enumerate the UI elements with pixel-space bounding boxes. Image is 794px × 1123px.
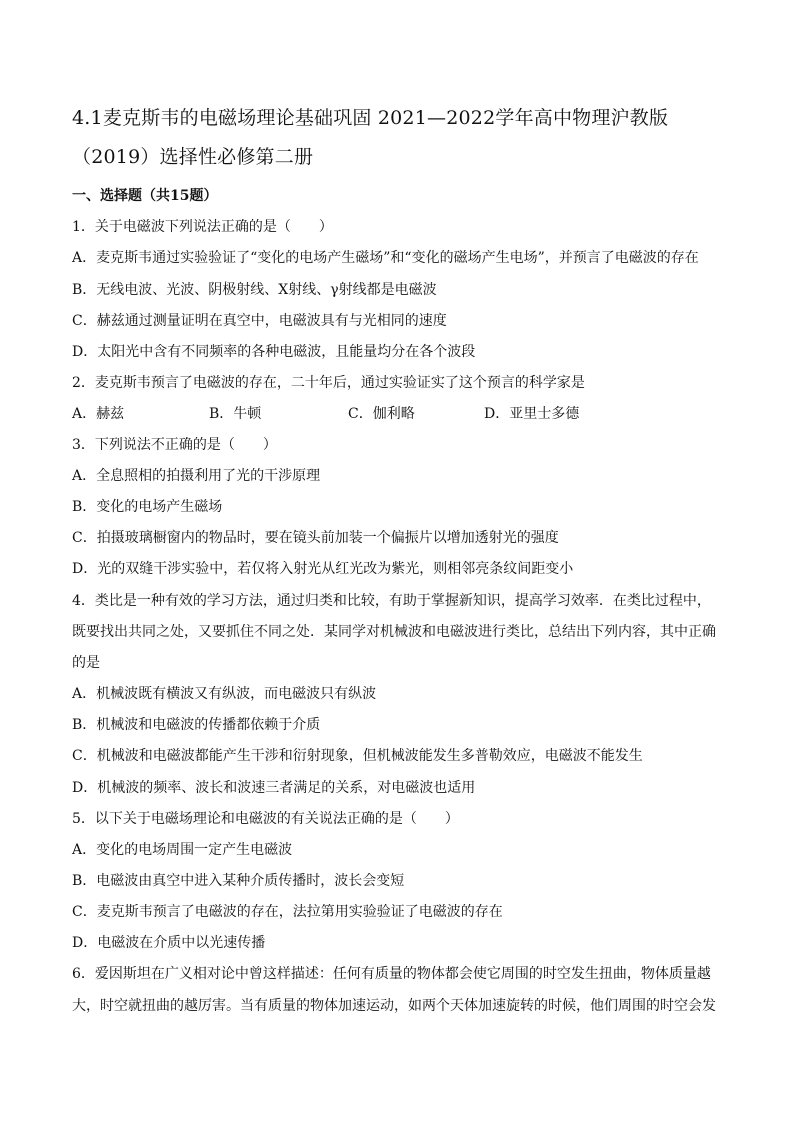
question-2-option-d: D．亚里士多德 (484, 406, 580, 422)
question-6-stem-line-2: 大，时空就扭曲的越厉害。当有质量的物体加速运动，如两个天体加速旋转的时候，他们周围的时空会发 (72, 998, 716, 1014)
question-5-option-b: B．电磁波由真空中进入某种介质传播时，波长会变短 (72, 873, 405, 889)
question-4-option-d: D．机械波的频率、波长和波速三者满足的关系，对电磁波也适用 (72, 780, 476, 796)
section-heading: 一、选择题（共15题） (72, 188, 218, 204)
question-3-option-d: D．光的双缝干涉实验中，若仅将入射光从红光改为紫光，则相邻亮条纹间距变小 (72, 561, 574, 577)
question-1-option-a: A．麦克斯韦通过实验验证了“变化的电场产生磁场”和“变化的磁场产生电场”，并预言了电磁波的存在 (72, 250, 699, 266)
question-4-stem-line-2: 既要找出共同之处，又要抓住不同之处．某同学对机械波和电磁波进行类比，总结出下列内容，其中正确 (72, 624, 716, 640)
question-1-stem: 1．关于电磁波下列说法正确的是（ ） (72, 219, 333, 235)
question-5-option-c: C．麦克斯韦预言了电磁波的存在，法拉第用实验验证了电磁波的存在 (72, 904, 503, 920)
question-2-option-c: C．伽利略 (348, 406, 415, 422)
question-4-option-b: B．机械波和电磁波的传播都依赖于介质 (72, 717, 321, 733)
question-5-option-d: D．电磁波在介质中以光速传播 (72, 935, 266, 951)
question-5-stem: 5．以下关于电磁场理论和电磁波的有关说法正确的是（ ） (72, 811, 459, 827)
question-2-option-b: B．牛顿 (209, 406, 262, 422)
question-5-option-a: A．变化的电场周围一定产生电磁波 (72, 842, 293, 858)
question-1-option-b: B．无线电波、光波、阴极射线、X射线、γ射线都是电磁波 (72, 282, 437, 298)
question-3-stem: 3．下列说法不正确的是（ ） (72, 437, 277, 453)
question-3-option-b: B．变化的电场产生磁场 (72, 499, 223, 515)
question-2-option-a: A．赫兹 (72, 406, 125, 422)
question-3-option-a: A．全息照相的拍摄利用了光的干涉原理 (72, 468, 321, 484)
question-4-option-a: A．机械波既有横波又有纵波，而电磁波只有纵波 (72, 686, 377, 702)
question-4-option-c: C．机械波和电磁波都能产生干涉和衍射现象，但机械波能发生多普勒效应，电磁波不能发生 (72, 748, 643, 764)
question-3-option-c: C．拍摄玻璃橱窗内的物品时，要在镜头前加装一个偏振片以增加透射光的强度 (72, 530, 559, 546)
document-title-line-1: 4.1麦克斯韦的电磁场理论基础巩固 2021—2022学年高中物理沪教版 (72, 107, 669, 129)
question-2-options (72, 404, 672, 424)
question-6-stem-line-1: 6．爱因斯坦在广义相对论中曾这样描述：任何有质量的物体都会使它周围的时空发生扭曲，物体质量越 (72, 966, 711, 982)
document-title-line-2: （2019）选择性必修第二册 (72, 146, 314, 168)
question-4-stem-line-1: 4．类比是一种有效的学习方法，通过归类和比较，有助于掌握新知识，提高学习效率．在类比过程中， (72, 593, 711, 609)
question-4-stem-line-3: 的是 (72, 655, 100, 671)
question-2-stem: 2．麦克斯韦预言了电磁波的存在，二十年后，通过实验证实了这个预言的科学家是 (72, 375, 585, 391)
question-1-option-d: D．太阳光中含有不同频率的各种电磁波，且能量均分在各个波段 (72, 344, 476, 360)
question-1-option-c: C．赫兹通过测量证明在真空中，电磁波具有与光相同的速度 (72, 313, 447, 329)
